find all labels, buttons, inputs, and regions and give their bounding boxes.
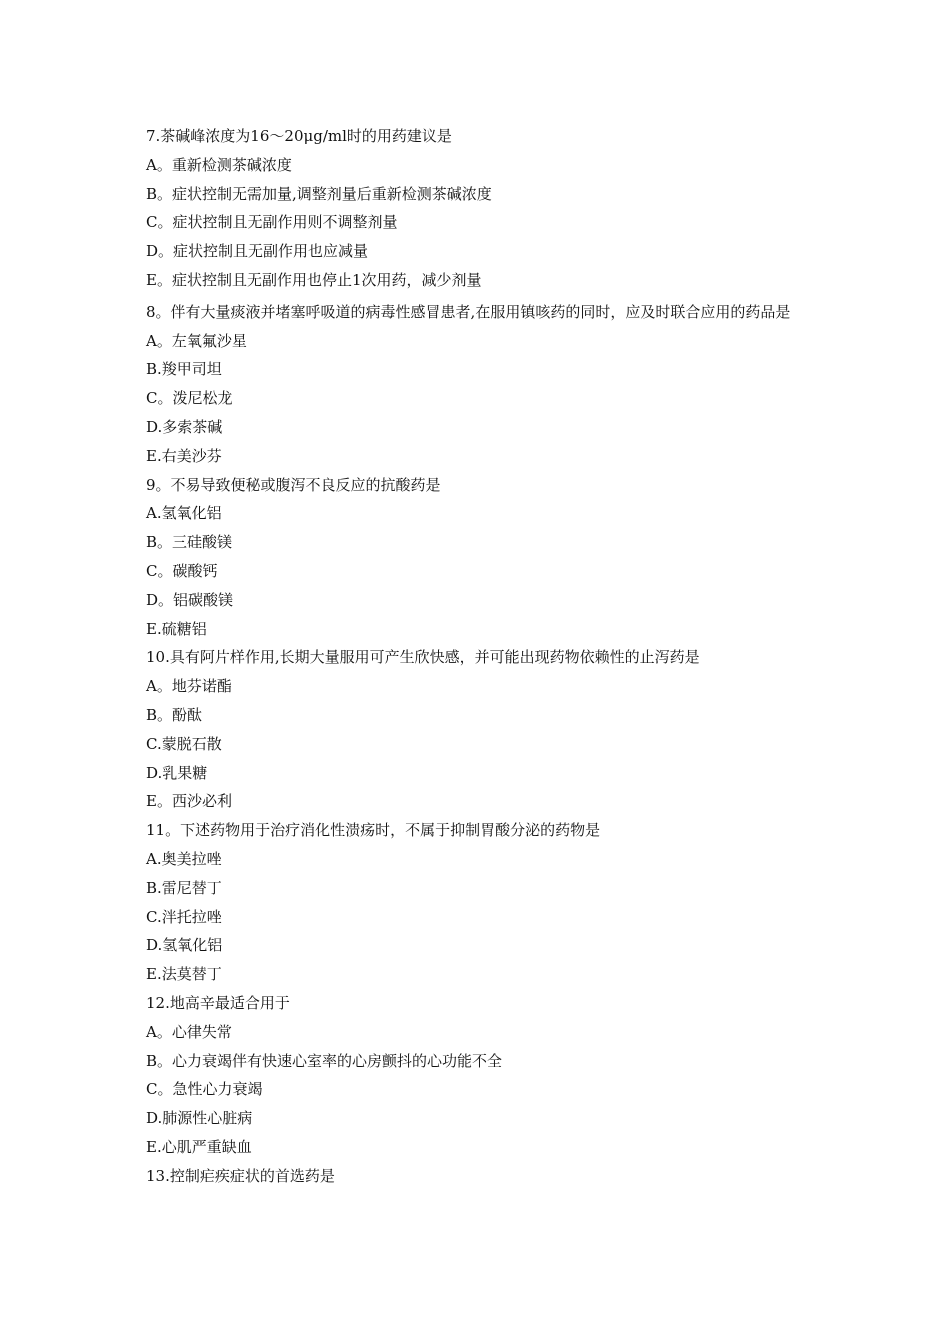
option-d: D.乳果糖 <box>146 763 208 782</box>
option-d: D。症状控制且无副作用也应减量 <box>146 242 369 261</box>
option-d: D.肺源性心脏病 <box>146 1109 253 1128</box>
question-stem: 10.具有阿片样作用,长期大量服用可产生欣快感，并可能出现药物依赖性的止泻药是 <box>146 648 700 667</box>
option-e: E.法莫替丁 <box>146 965 222 984</box>
question-9 <box>146 471 816 644</box>
option-e: E.硫糖铝 <box>146 619 207 638</box>
question-stem: 8。伴有大量痰液并堵塞呼吸道的病毒性感冒患者,在服用镇咳药的同时，应及时联合应用的药品是 <box>146 302 791 321</box>
option-b: B.羧甲司坦 <box>146 360 222 379</box>
option-a: A。心律失常 <box>146 1022 232 1041</box>
option-c: C。泼尼松龙 <box>146 389 233 408</box>
question-stem: 7.茶碱峰浓度为16～20μg/ml时的用药建议是 <box>146 127 452 145</box>
option-c: C。症状控制且无副作用则不调整剂量 <box>146 213 398 232</box>
question-11 <box>146 816 816 989</box>
option-a: A。重新检测茶碱浓度 <box>146 155 292 174</box>
option-b: B。心力衰竭伴有快速心室率的心房颤抖的心功能不全 <box>146 1051 503 1070</box>
option-c: C.泮托拉唑 <box>146 907 222 926</box>
question-10 <box>146 643 816 816</box>
option-e: E.右美沙芬 <box>146 446 222 465</box>
question-12 <box>146 989 816 1162</box>
option-d: D。铝碳酸镁 <box>146 590 234 609</box>
option-c: C.蒙脱石散 <box>146 734 222 753</box>
option-e: E。西沙必利 <box>146 792 232 811</box>
question-7 <box>146 122 816 295</box>
question-list <box>146 122 816 1190</box>
option-b: B。症状控制无需加量,调整剂量后重新检测茶碱浓度 <box>146 184 492 203</box>
option-a: A.氢氧化铝 <box>146 504 222 523</box>
option-e: E.心肌严重缺血 <box>146 1137 252 1156</box>
question-stem: 13.控制疟疾症状的首选药是 <box>146 1166 335 1185</box>
option-d: D.氢氧化铝 <box>146 936 223 955</box>
option-b: B.雷尼替丁 <box>146 878 222 897</box>
question-stem: 9。不易导致便秘或腹泻不良反应的抗酸药是 <box>146 475 441 494</box>
option-a: A。左氧氟沙星 <box>146 331 247 350</box>
option-b: B。酚酞 <box>146 705 203 724</box>
question-8 <box>146 298 816 471</box>
option-d: D.多索茶碱 <box>146 417 223 436</box>
option-a: A.奥美拉唑 <box>146 849 222 868</box>
question-stem: 11。下述药物用于治疗消化性溃疡时，不属于抑制胃酸分泌的药物是 <box>146 821 601 840</box>
option-a: A。地芬诺酯 <box>146 677 232 696</box>
option-c: C。碳酸钙 <box>146 561 218 580</box>
option-e: E。症状控制且无副作用也停止1次用药，减少剂量 <box>146 270 482 289</box>
option-c: C。急性心力衰竭 <box>146 1080 263 1099</box>
question-stem: 12.地高辛最适合用于 <box>146 993 290 1012</box>
question-13 <box>146 1162 816 1191</box>
option-b: B。三硅酸镁 <box>146 533 233 552</box>
